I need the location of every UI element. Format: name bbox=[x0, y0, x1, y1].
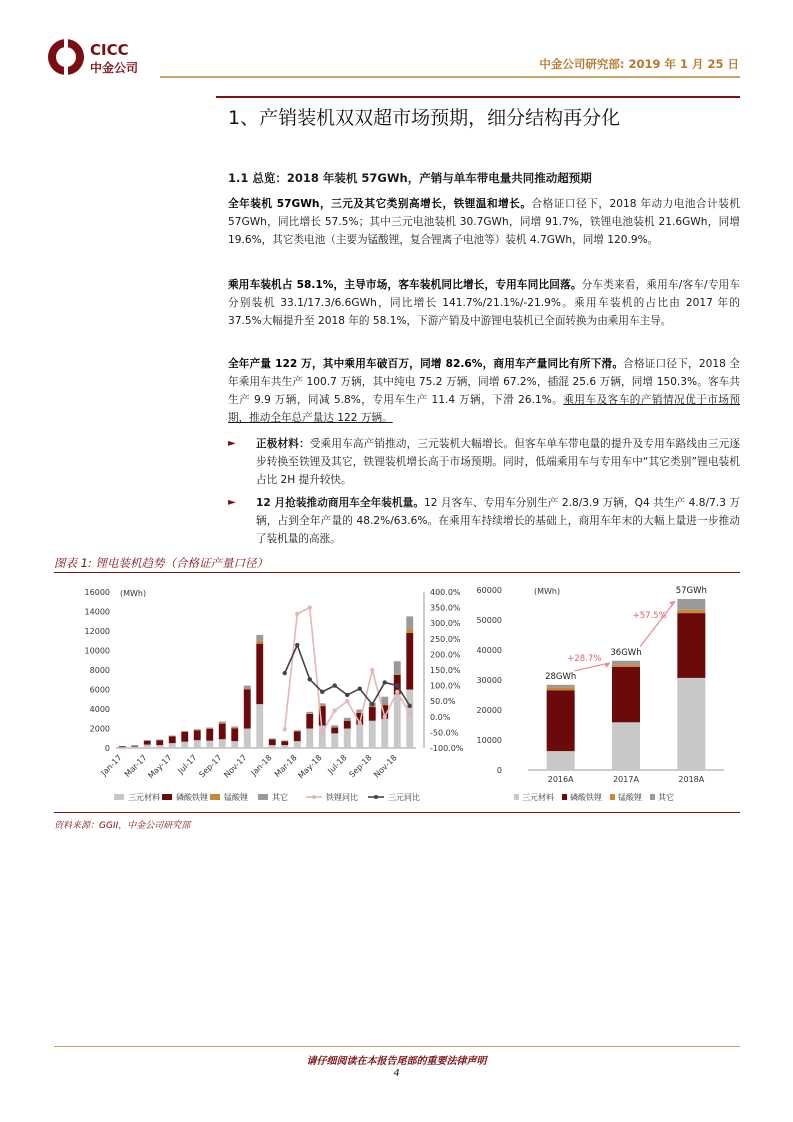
bar-segment bbox=[394, 661, 401, 674]
bar-segment bbox=[219, 723, 226, 724]
bar-segment bbox=[244, 686, 251, 689]
bar-segment bbox=[269, 739, 276, 745]
bar-segment bbox=[406, 633, 413, 690]
line-point bbox=[395, 683, 399, 687]
bar-segment bbox=[547, 687, 575, 690]
y-tick-label: 10000 bbox=[84, 646, 110, 656]
legend-label: 其它 bbox=[658, 793, 674, 802]
section-title: 1、产销装机双双超市场预期，细分结构再分化 bbox=[228, 107, 621, 129]
bar-segment bbox=[677, 678, 705, 770]
bar-segment bbox=[306, 729, 313, 749]
x-tick-label: 2018A bbox=[678, 775, 705, 784]
bullet-1-body: 受乘用车高产销推动，三元装机大幅增长。但客车单车带电量的提升及专用车路线由三元逐步转换至铁锂及其它，铁锂装机增长高于市场预期。同时，低端乘用车与专用车中“其它类别”锂电装机占比 2H 提升较快。 bbox=[256, 438, 740, 486]
x-tick-label: Nov-18 bbox=[372, 753, 399, 780]
y2-tick-label: 350.0% bbox=[430, 603, 461, 613]
y-tick-label: 0 bbox=[104, 744, 110, 753]
y2-tick-label: 400.0% bbox=[430, 588, 461, 597]
y-tick-label: 6000 bbox=[89, 685, 110, 695]
legend-swatch bbox=[650, 794, 655, 800]
bar-segment bbox=[231, 726, 238, 727]
bar-segment bbox=[294, 730, 301, 731]
bullet-1 bbox=[228, 435, 740, 489]
bar-segment bbox=[181, 742, 188, 748]
bar-segment bbox=[381, 697, 388, 705]
bar-segment bbox=[231, 728, 238, 729]
bar-segment bbox=[131, 746, 138, 747]
bullet-2-body: 12 月客车、专用车分别生产 2.8/3.9 万辆，Q4 共生产 4.8/7.3 万辆，占到全年产量的 48.2%/63.6%。在乘用车持续增长的基础上，商用车年末的大幅上量进一步推动了装机量的高涨。 bbox=[256, 497, 740, 545]
cicc-logo bbox=[46, 36, 156, 78]
bar-segment bbox=[612, 667, 640, 723]
line-point bbox=[408, 711, 412, 715]
x-tick-label: 2017A bbox=[613, 775, 639, 784]
legend-label: 其它 bbox=[272, 793, 288, 802]
bar-segment bbox=[256, 644, 263, 704]
page-number: 4 bbox=[393, 1068, 400, 1079]
bar-segment bbox=[331, 728, 338, 734]
legend-marker bbox=[374, 795, 378, 799]
x-tick-label: 2016A bbox=[547, 775, 574, 784]
logo-bar bbox=[64, 39, 68, 75]
line-point bbox=[358, 721, 362, 725]
bar-segment bbox=[369, 707, 376, 721]
paragraph-2 bbox=[228, 276, 740, 330]
line-point bbox=[308, 677, 312, 681]
x-tick-label: Mar-17 bbox=[122, 753, 149, 779]
bullet-arrow-icon: ► bbox=[228, 497, 236, 508]
paragraph-3-lead: 全年产量 122 万，其中乘用车破百万，同增 82.6%，商用车产量同比有所下滑。 bbox=[228, 358, 624, 370]
growth-arrowhead bbox=[669, 601, 675, 606]
bar-total-label: 36GWh bbox=[610, 647, 642, 658]
growth-label: +57.5% bbox=[632, 610, 667, 621]
bar-segment bbox=[677, 610, 705, 613]
figure-bottom-rule bbox=[54, 812, 740, 813]
bar-segment bbox=[131, 747, 138, 748]
logo-cn: 中金公司 bbox=[90, 61, 139, 75]
y-tick-label: 14000 bbox=[84, 607, 110, 617]
x-tick-label: Mar-18 bbox=[272, 753, 299, 779]
paragraph-1-body: 合格证口径下，2018 年动力电池合计装机 57GWh，同比增长 57.5%；其中三元电池装机 30.7GWh，同增 91.7%，铁锂电池装机 21.6GWh，同增 19.6%，其它类电池（主要为锰酸锂，复合锂离子电池等）装机 4.7GWh，同增 120.9%。 bbox=[228, 198, 741, 246]
y-unit-label: (MWh) bbox=[120, 589, 147, 598]
bar-segment bbox=[294, 731, 301, 741]
line-point bbox=[333, 683, 337, 687]
bar-segment bbox=[269, 745, 276, 748]
bar-segment bbox=[206, 729, 213, 741]
bar-total-label: 28GWh bbox=[545, 671, 577, 682]
bar-segment bbox=[231, 729, 238, 742]
line-point bbox=[383, 680, 387, 684]
legend-swatch bbox=[610, 794, 615, 800]
bar-segment bbox=[381, 719, 388, 748]
y2-tick-label: 150.0% bbox=[430, 666, 461, 675]
bar-segment bbox=[677, 599, 705, 610]
bar-segment bbox=[406, 690, 413, 749]
bar-segment bbox=[612, 661, 640, 665]
bar-segment bbox=[219, 724, 226, 740]
legend-label: 铁锂同比 bbox=[326, 793, 358, 802]
bullet-arrow-icon: ► bbox=[228, 438, 236, 449]
y2-tick-label: -100.0% bbox=[430, 744, 464, 753]
y-tick-label: 4000 bbox=[89, 705, 110, 714]
bar-segment bbox=[219, 722, 226, 723]
y2-tick-label: -50.0% bbox=[430, 728, 459, 738]
y-tick-label: 50000 bbox=[476, 616, 502, 625]
bar-segment bbox=[394, 674, 401, 675]
y-unit-label: (MWh) bbox=[534, 587, 561, 596]
legend-label: 三元材料 bbox=[522, 793, 554, 802]
bar-segment bbox=[306, 713, 313, 714]
bar-total-label: 57GWh bbox=[675, 586, 707, 596]
growth-label: +28.7% bbox=[567, 653, 602, 664]
y-tick-label: 8000 bbox=[89, 666, 110, 675]
line-point bbox=[370, 702, 374, 706]
bar-segment bbox=[181, 731, 188, 732]
paragraph-2-lead: 乘用车装机占 58.1%，主导市场，客车装机同比增长，专用车同比回落。 bbox=[228, 279, 582, 291]
line-point bbox=[295, 643, 299, 647]
bar-segment bbox=[194, 729, 201, 730]
bar-segment bbox=[194, 740, 201, 748]
line-point bbox=[383, 715, 387, 719]
y2-tick-label: 100.0% bbox=[430, 681, 461, 691]
bar-segment bbox=[206, 728, 213, 729]
bar-segment bbox=[194, 730, 201, 740]
bar-segment bbox=[206, 741, 213, 748]
bar-segment bbox=[119, 746, 126, 747]
sub-title: 1.1 总览：2018 年装机 57GWh，产销与单车带电量共同推动超预期 bbox=[228, 171, 592, 185]
x-tick-label: May-18 bbox=[296, 753, 324, 781]
bar-segment bbox=[356, 725, 363, 748]
legend-label: 锰酸锂 bbox=[618, 793, 642, 802]
header-divider bbox=[160, 76, 740, 78]
growth-arrow bbox=[640, 601, 675, 647]
bar-segment bbox=[331, 725, 338, 727]
bar-segment bbox=[294, 741, 301, 748]
bar-segment bbox=[547, 690, 575, 751]
line-point bbox=[308, 605, 312, 609]
paragraph-3 bbox=[228, 355, 740, 427]
monthly-chart bbox=[54, 578, 474, 808]
section-bar bbox=[216, 96, 740, 98]
y-tick-label: 0 bbox=[496, 766, 502, 775]
line-point bbox=[408, 704, 412, 708]
bar-segment bbox=[244, 729, 251, 749]
footer-rule bbox=[54, 1046, 740, 1047]
bar-segment bbox=[169, 736, 176, 743]
bar-segment bbox=[281, 745, 288, 748]
y-tick-label: 20000 bbox=[476, 706, 502, 715]
bar-segment bbox=[406, 629, 413, 633]
legend-swatch bbox=[562, 794, 567, 800]
y-tick-label: 10000 bbox=[476, 736, 502, 745]
bar-segment bbox=[144, 741, 151, 745]
y-tick-label: 2000 bbox=[89, 724, 110, 734]
bar-segment bbox=[369, 721, 376, 748]
logo-en: CICC bbox=[90, 41, 129, 59]
bar-segment bbox=[256, 641, 263, 644]
bar-segment bbox=[612, 722, 640, 770]
bar-segment bbox=[119, 747, 126, 748]
figure-top-rule bbox=[54, 572, 740, 573]
bar-segment bbox=[406, 616, 413, 629]
bar-segment bbox=[677, 613, 705, 678]
legend-label: 磷酸铁锂 bbox=[570, 793, 602, 802]
y2-tick-label: 50.0% bbox=[430, 697, 456, 707]
x-tick-label: Sep-17 bbox=[197, 753, 224, 780]
legend-label: 磷酸铁锂 bbox=[176, 793, 208, 802]
bar-segment bbox=[156, 740, 163, 745]
bar-segment bbox=[144, 745, 151, 748]
line-point bbox=[320, 690, 324, 694]
bar-segment bbox=[306, 714, 313, 729]
legend-swatch bbox=[162, 794, 172, 800]
x-tick-label: Jul-18 bbox=[326, 753, 349, 776]
legend-marker bbox=[312, 795, 316, 799]
bar-segment bbox=[181, 732, 188, 742]
x-tick-label: Nov-17 bbox=[222, 753, 249, 780]
paragraph-3-underline: 乘用车及客车的产销情况优于市场预期，推动全年总产量达 122 万辆。 bbox=[228, 394, 741, 424]
y2-tick-label: 0.0% bbox=[430, 712, 451, 722]
line-series bbox=[285, 608, 410, 733]
footer-disclaimer: 请仔细阅读在本报告尾部的重要法律声明 bbox=[306, 1056, 487, 1067]
legend-swatch bbox=[514, 794, 519, 800]
bar-segment bbox=[256, 704, 263, 748]
line-point bbox=[295, 612, 299, 616]
bar-segment bbox=[169, 743, 176, 748]
bar-segment bbox=[256, 635, 263, 641]
bar-segment bbox=[331, 733, 338, 748]
bar-segment bbox=[281, 741, 288, 745]
bullet-2 bbox=[228, 494, 740, 548]
bar-segment bbox=[156, 745, 163, 748]
bar-segment bbox=[244, 689, 251, 690]
annual-chart bbox=[474, 578, 740, 808]
y-tick-label: 12000 bbox=[84, 627, 110, 636]
y2-tick-label: 200.0% bbox=[430, 650, 461, 660]
paragraph-1-lead: 全年装机 57GWh，三元及其它类别高增长，铁锂温和增长。 bbox=[228, 198, 532, 210]
legend-label: 锰酸锂 bbox=[224, 793, 248, 802]
bar-segment bbox=[344, 721, 351, 729]
bar-segment bbox=[547, 751, 575, 770]
line-point bbox=[320, 730, 324, 734]
y2-tick-label: 250.0% bbox=[430, 634, 461, 644]
line-point bbox=[345, 699, 349, 703]
line-point bbox=[358, 687, 362, 691]
y-tick-label: 16000 bbox=[84, 588, 110, 597]
legend-label: 三元同比 bbox=[388, 793, 420, 802]
bar-segment bbox=[306, 712, 313, 713]
x-tick-label: Jan-18 bbox=[249, 753, 274, 778]
x-tick-label: Jan-17 bbox=[99, 753, 124, 778]
bullet-2-lead: 12 月抢装推动商用车全年装机量。 bbox=[256, 497, 425, 509]
figure-source: 资料来源：GGII，中金公司研究部 bbox=[54, 821, 191, 831]
bar-segment bbox=[344, 729, 351, 749]
bar-segment bbox=[219, 739, 226, 748]
legend-swatch bbox=[210, 794, 220, 800]
figure-title: 图表 1: 锂电装机趋势（合格证产量口径） bbox=[54, 556, 269, 570]
bar-segment bbox=[612, 664, 640, 666]
bar-segment bbox=[344, 718, 351, 720]
y-tick-label: 30000 bbox=[476, 676, 502, 685]
line-point bbox=[345, 693, 349, 697]
bar-segment bbox=[231, 741, 238, 748]
x-tick-label: Jul-17 bbox=[176, 753, 199, 776]
y-tick-label: 60000 bbox=[476, 586, 502, 595]
line-point bbox=[333, 708, 337, 712]
paragraph-3-body: 合格证口径下，2018 全年乘用车共生产 100.7 万辆，其中纯电 75.2 万辆，同增 67.2%，插混 25.6 万辆，同增 150.3%。客车共生产 9.9 万辆，同减 5.8%，专用车生产 11.4 万辆，下滑 26.1%。 bbox=[228, 358, 740, 406]
paragraph-2-body: 分车类来看，乘用车/客车/专用车分别装机 33.1/17.3/6.6GWh，同比增长 141.7%/21.1%/-21.9%。乘用车装机的占比由 2017 年的 37.5%大幅提升至 2018 年的 58.1%，下游产销及中游锂电装机已全面转换为由乘用车主导。 bbox=[228, 279, 740, 327]
bar-segment bbox=[547, 685, 575, 687]
legend-label: 三元材料 bbox=[128, 793, 160, 802]
y2-tick-label: 300.0% bbox=[430, 619, 461, 629]
line-point bbox=[370, 668, 374, 672]
legend-swatch bbox=[258, 794, 268, 800]
y-tick-label: 40000 bbox=[476, 646, 502, 655]
legend-swatch bbox=[114, 794, 124, 800]
x-tick-label: May-17 bbox=[146, 753, 174, 781]
bullet-1-lead: 正极材料： bbox=[256, 438, 310, 450]
header-date: 中金公司研究部: 2019 年 1 月 25 日 bbox=[539, 57, 739, 71]
paragraph-1 bbox=[228, 195, 740, 249]
bar-segment bbox=[244, 690, 251, 729]
x-tick-label: Sep-18 bbox=[347, 753, 374, 780]
line-point bbox=[283, 671, 287, 675]
bar-segment bbox=[394, 694, 401, 748]
line-point bbox=[283, 727, 287, 731]
line-point bbox=[395, 690, 399, 694]
